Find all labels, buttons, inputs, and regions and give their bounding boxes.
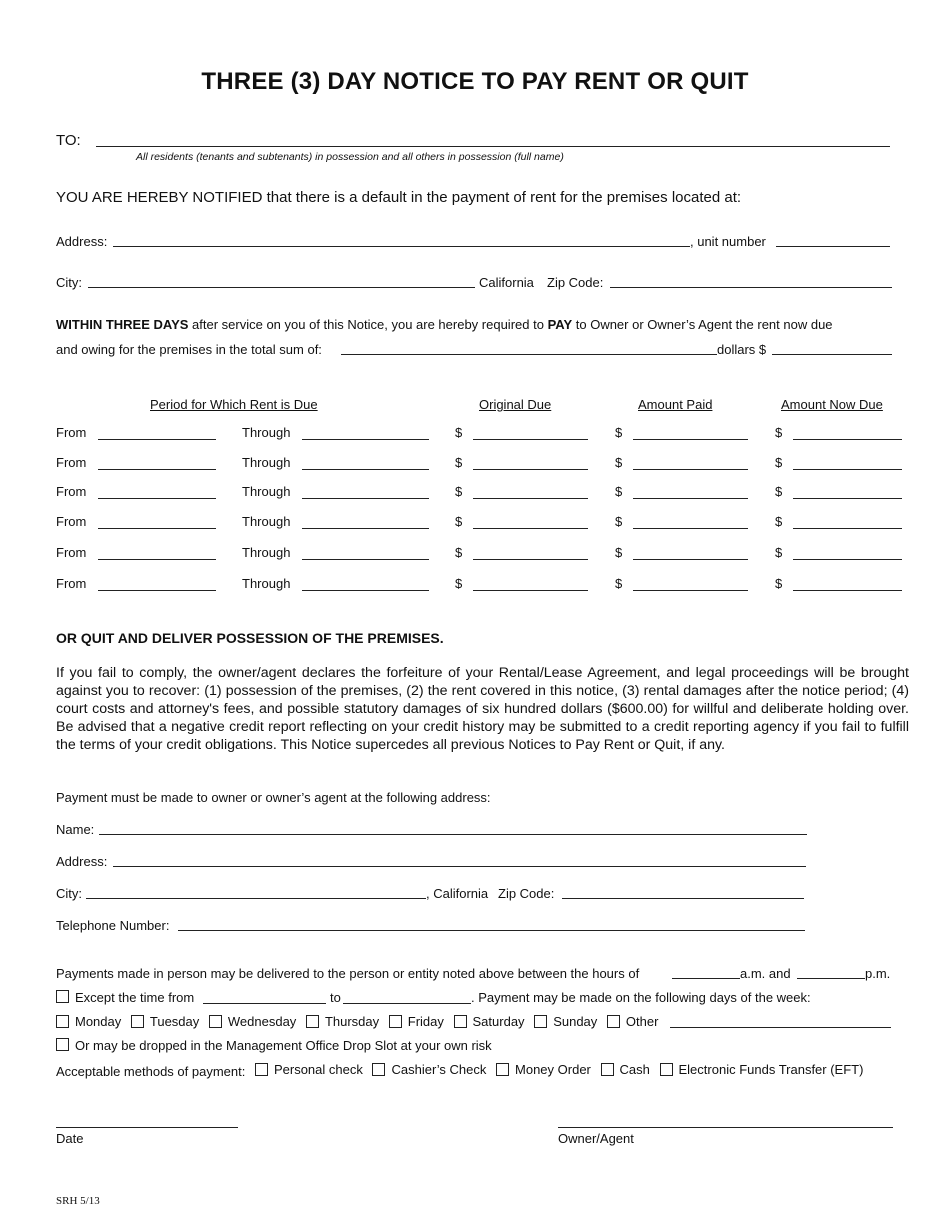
original-due-currency: $ xyxy=(455,484,463,499)
header-amount-paid: Amount Paid xyxy=(638,397,713,412)
payee-address-label: Address: xyxy=(56,854,108,869)
amount-paid-currency: $ xyxy=(615,425,623,440)
am-label: a.m. and xyxy=(740,966,791,981)
sunday-checkbox[interactable] xyxy=(534,1015,547,1028)
except-to-field[interactable] xyxy=(343,1003,471,1004)
amount-now-due-field[interactable] xyxy=(793,590,902,591)
dollars-label: dollars $ xyxy=(717,342,767,357)
payee-name-label: Name: xyxy=(56,822,95,837)
thursday-checkbox[interactable] xyxy=(306,1015,319,1028)
except-from-field[interactable] xyxy=(203,1003,326,1004)
amount-now-due-field[interactable] xyxy=(793,469,902,470)
premises-city-label: City: xyxy=(56,275,82,290)
total-sum-label: and owing for the premises in the total sum of: xyxy=(56,342,322,357)
amount-now-due-currency: $ xyxy=(775,545,783,560)
except-to-label: to xyxy=(330,990,341,1005)
amount-paid-field[interactable] xyxy=(633,439,748,440)
from-date-field[interactable] xyxy=(98,469,216,470)
other-days-field[interactable] xyxy=(670,1027,891,1028)
amount-paid-field[interactable] xyxy=(633,528,748,529)
amount-now-due-field[interactable] xyxy=(793,559,902,560)
amount-paid-field[interactable] xyxy=(633,559,748,560)
methods-row xyxy=(56,1062,869,1079)
original-due-currency: $ xyxy=(455,514,463,529)
original-due-field[interactable] xyxy=(473,590,588,591)
monday-label: Monday xyxy=(75,1014,122,1029)
payee-city-field[interactable] xyxy=(86,898,426,899)
original-due-currency: $ xyxy=(455,455,463,470)
except-days-text: . Payment may be made on the following days of the week: xyxy=(471,990,811,1005)
amount-now-due-field[interactable] xyxy=(793,439,902,440)
original-due-currency: $ xyxy=(455,576,463,591)
from-date-field[interactable] xyxy=(98,590,216,591)
within-three-days: WITHIN THREE DAYS xyxy=(56,317,189,332)
friday-checkbox[interactable] xyxy=(389,1015,402,1028)
wednesday-label: Wednesday xyxy=(227,1014,297,1029)
from-date-field[interactable] xyxy=(98,439,216,440)
cashiers-check-label: Cashier’s Check xyxy=(391,1062,487,1077)
methods-label: Acceptable methods of payment: xyxy=(56,1064,246,1079)
hours-from-field[interactable] xyxy=(672,978,740,979)
day-tuesday[interactable] xyxy=(131,1014,199,1029)
original-due-field[interactable] xyxy=(473,559,588,560)
pay-word: PAY xyxy=(547,317,573,332)
telephone-label: Telephone Number: xyxy=(56,918,170,933)
pm-label: p.m. xyxy=(865,966,891,981)
form-id: SRH 5/13 xyxy=(56,1195,100,1207)
header-period: Period for Which Rent is Due xyxy=(150,397,318,412)
from-label: From xyxy=(56,455,87,470)
payee-california-label: , California xyxy=(426,886,489,901)
through-label: Through xyxy=(242,484,291,499)
from-label: From xyxy=(56,545,87,560)
header-original-due: Original Due xyxy=(479,397,552,412)
quit-heading xyxy=(56,630,444,646)
day-thursday[interactable] xyxy=(306,1014,379,1029)
pay-clause-text1: after service on you of this Notice, you are hereby required to xyxy=(188,317,548,332)
unit-number-field[interactable] xyxy=(776,246,890,247)
quit-heading-text: OR QUIT AND DELIVER POSSESSION OF THE PREMISES xyxy=(56,630,440,646)
from-label: From xyxy=(56,484,87,499)
premises-address-field[interactable] xyxy=(113,246,690,247)
page-title: THREE (3) DAY NOTICE TO PAY RENT OR QUIT xyxy=(201,68,749,95)
date-signature-line[interactable] xyxy=(56,1127,238,1128)
premises-address-label: Address: xyxy=(56,234,108,249)
except-checkbox[interactable] xyxy=(56,990,69,1003)
other-checkbox[interactable] xyxy=(607,1015,620,1028)
through-date-field[interactable] xyxy=(302,469,429,470)
total-sum-amount-field[interactable] xyxy=(772,354,892,355)
day-saturday[interactable] xyxy=(454,1014,525,1029)
payee-zip-field[interactable] xyxy=(562,898,804,899)
through-label: Through xyxy=(242,425,291,440)
through-date-field[interactable] xyxy=(302,498,429,499)
from-date-field[interactable] xyxy=(98,528,216,529)
from-label: From xyxy=(56,425,87,440)
payee-name-field[interactable] xyxy=(99,834,807,835)
drop-slot-checkbox[interactable] xyxy=(56,1038,69,1051)
cash-checkbox[interactable] xyxy=(601,1063,614,1076)
premises-zip-field[interactable] xyxy=(610,287,892,288)
from-label: From xyxy=(56,576,87,591)
amount-paid-field[interactable] xyxy=(633,469,748,470)
payee-city-label: City: xyxy=(56,886,82,901)
eft-checkbox[interactable] xyxy=(660,1063,673,1076)
premises-california-label: California xyxy=(479,275,534,290)
method-eft[interactable] xyxy=(660,1062,864,1077)
except-row xyxy=(56,990,194,1005)
payment-address-intro: Payment must be made to owner or owner’s agent at the following address: xyxy=(56,790,491,805)
saturday-checkbox[interactable] xyxy=(454,1015,467,1028)
friday-label: Friday xyxy=(407,1014,444,1029)
original-due-field[interactable] xyxy=(473,469,588,470)
amount-paid-currency: $ xyxy=(615,514,623,529)
pay-clause-text2: to Owner or Owner’s Agent the rent now due xyxy=(572,317,833,332)
to-caption: All residents (tenants and subtenants) in possession and all others in possession (full name) xyxy=(136,151,564,163)
from-date-field[interactable] xyxy=(98,498,216,499)
to-label: TO: xyxy=(56,132,81,149)
personal-check-checkbox[interactable] xyxy=(255,1063,268,1076)
cash-label: Cash xyxy=(619,1062,650,1077)
through-date-field[interactable] xyxy=(302,559,429,560)
hours-to-field[interactable] xyxy=(797,978,865,979)
pay-clause-line1 xyxy=(56,317,833,332)
original-due-field[interactable] xyxy=(473,498,588,499)
amount-paid-field[interactable] xyxy=(633,590,748,591)
tuesday-checkbox[interactable] xyxy=(131,1015,144,1028)
from-label: From xyxy=(56,514,87,529)
through-label: Through xyxy=(242,455,291,470)
from-date-field[interactable] xyxy=(98,559,216,560)
owner-agent-signature-line[interactable] xyxy=(558,1127,893,1128)
through-date-field[interactable] xyxy=(302,590,429,591)
other-label: Other xyxy=(625,1014,659,1029)
method-cash[interactable] xyxy=(601,1062,650,1077)
payee-address-field[interactable] xyxy=(113,866,806,867)
tuesday-label: Tuesday xyxy=(149,1014,200,1029)
original-due-field[interactable] xyxy=(473,528,588,529)
amount-now-due-currency: $ xyxy=(775,455,783,470)
amount-paid-currency: $ xyxy=(615,545,623,560)
to-field[interactable] xyxy=(96,146,890,147)
through-label: Through xyxy=(242,514,291,529)
through-date-field[interactable] xyxy=(302,439,429,440)
days-row xyxy=(56,1014,664,1031)
thursday-label: Thursday xyxy=(324,1014,380,1029)
personal-check-label: Personal check xyxy=(273,1062,363,1077)
payee-zip-label: Zip Code: xyxy=(498,886,555,901)
amount-now-due-currency: $ xyxy=(775,514,783,529)
forfeiture-paragraph: If you fail to comply, the owner/agent declares the forfeiture of your Rental/Lease Agreement, and legal proceedings will be brought against you to recover: (1) possession of the premises, (2) the rent covered in this notice, (3) rental damages after the notice period; (4) court costs and attorney's fees, and possible statutory damages of six hundred dollars ($600.00) for willful and deliberate holding over. Be advised that a negative credit report reflecting on your credit history may be submitted to a credit reporting agency if you fail to fulfill the terms of your credit obligations. This Notice supercedes all previous Notices to Pay Rent or Quit, if any. xyxy=(56,665,909,753)
telephone-field[interactable] xyxy=(178,930,805,931)
premises-zip-label: Zip Code: xyxy=(547,275,604,290)
original-due-field[interactable] xyxy=(473,439,588,440)
cashiers-check-checkbox[interactable] xyxy=(372,1063,385,1076)
total-sum-words-field[interactable] xyxy=(341,354,717,355)
saturday-label: Saturday xyxy=(472,1014,525,1029)
drop-slot-label: Or may be dropped in the Management Office Drop Slot at your own risk xyxy=(75,1038,492,1053)
amount-paid-currency: $ xyxy=(615,455,623,470)
date-label: Date xyxy=(56,1131,84,1146)
header-amount-now-due: Amount Now Due xyxy=(781,397,883,412)
original-due-currency: $ xyxy=(455,545,463,560)
day-monday[interactable] xyxy=(56,1014,121,1029)
drop-slot-row xyxy=(56,1038,492,1053)
original-due-currency: $ xyxy=(455,425,463,440)
eft-label: Electronic Funds Transfer (EFT) xyxy=(678,1062,864,1077)
through-label: Through xyxy=(242,545,291,560)
amount-now-due-field[interactable] xyxy=(793,498,902,499)
wednesday-checkbox[interactable] xyxy=(209,1015,222,1028)
method-money-order[interactable] xyxy=(496,1062,591,1077)
through-label: Through xyxy=(242,576,291,591)
method-cashiers-check[interactable] xyxy=(372,1062,486,1077)
premises-city-field[interactable] xyxy=(88,287,475,288)
monday-checkbox[interactable] xyxy=(56,1015,69,1028)
amount-now-due-currency: $ xyxy=(775,484,783,499)
amount-now-due-currency: $ xyxy=(775,576,783,591)
sunday-label: Sunday xyxy=(553,1014,598,1029)
amount-paid-currency: $ xyxy=(615,576,623,591)
owner-agent-label: Owner/Agent xyxy=(558,1131,634,1146)
amount-paid-field[interactable] xyxy=(633,498,748,499)
unit-number-label: , unit number xyxy=(690,234,766,249)
method-personal-check[interactable] xyxy=(255,1062,363,1077)
in-person-text: Payments made in person may be delivered to the person or entity noted above between the hours of xyxy=(56,966,640,981)
day-friday[interactable] xyxy=(389,1014,444,1029)
amount-now-due-field[interactable] xyxy=(793,528,902,529)
amount-now-due-currency: $ xyxy=(775,425,783,440)
day-sunday[interactable] xyxy=(534,1014,597,1029)
day-wednesday[interactable] xyxy=(209,1014,296,1029)
amount-paid-currency: $ xyxy=(615,484,623,499)
money-order-label: Money Order xyxy=(515,1062,591,1077)
except-label: Except the time from xyxy=(75,990,195,1005)
notified-text: YOU ARE HEREBY NOTIFIED that there is a default in the payment of rent for the premises located at: xyxy=(56,189,742,206)
day-other[interactable] xyxy=(607,1014,659,1029)
money-order-checkbox[interactable] xyxy=(496,1063,509,1076)
through-date-field[interactable] xyxy=(302,528,429,529)
quit-heading-period: . xyxy=(439,630,444,646)
